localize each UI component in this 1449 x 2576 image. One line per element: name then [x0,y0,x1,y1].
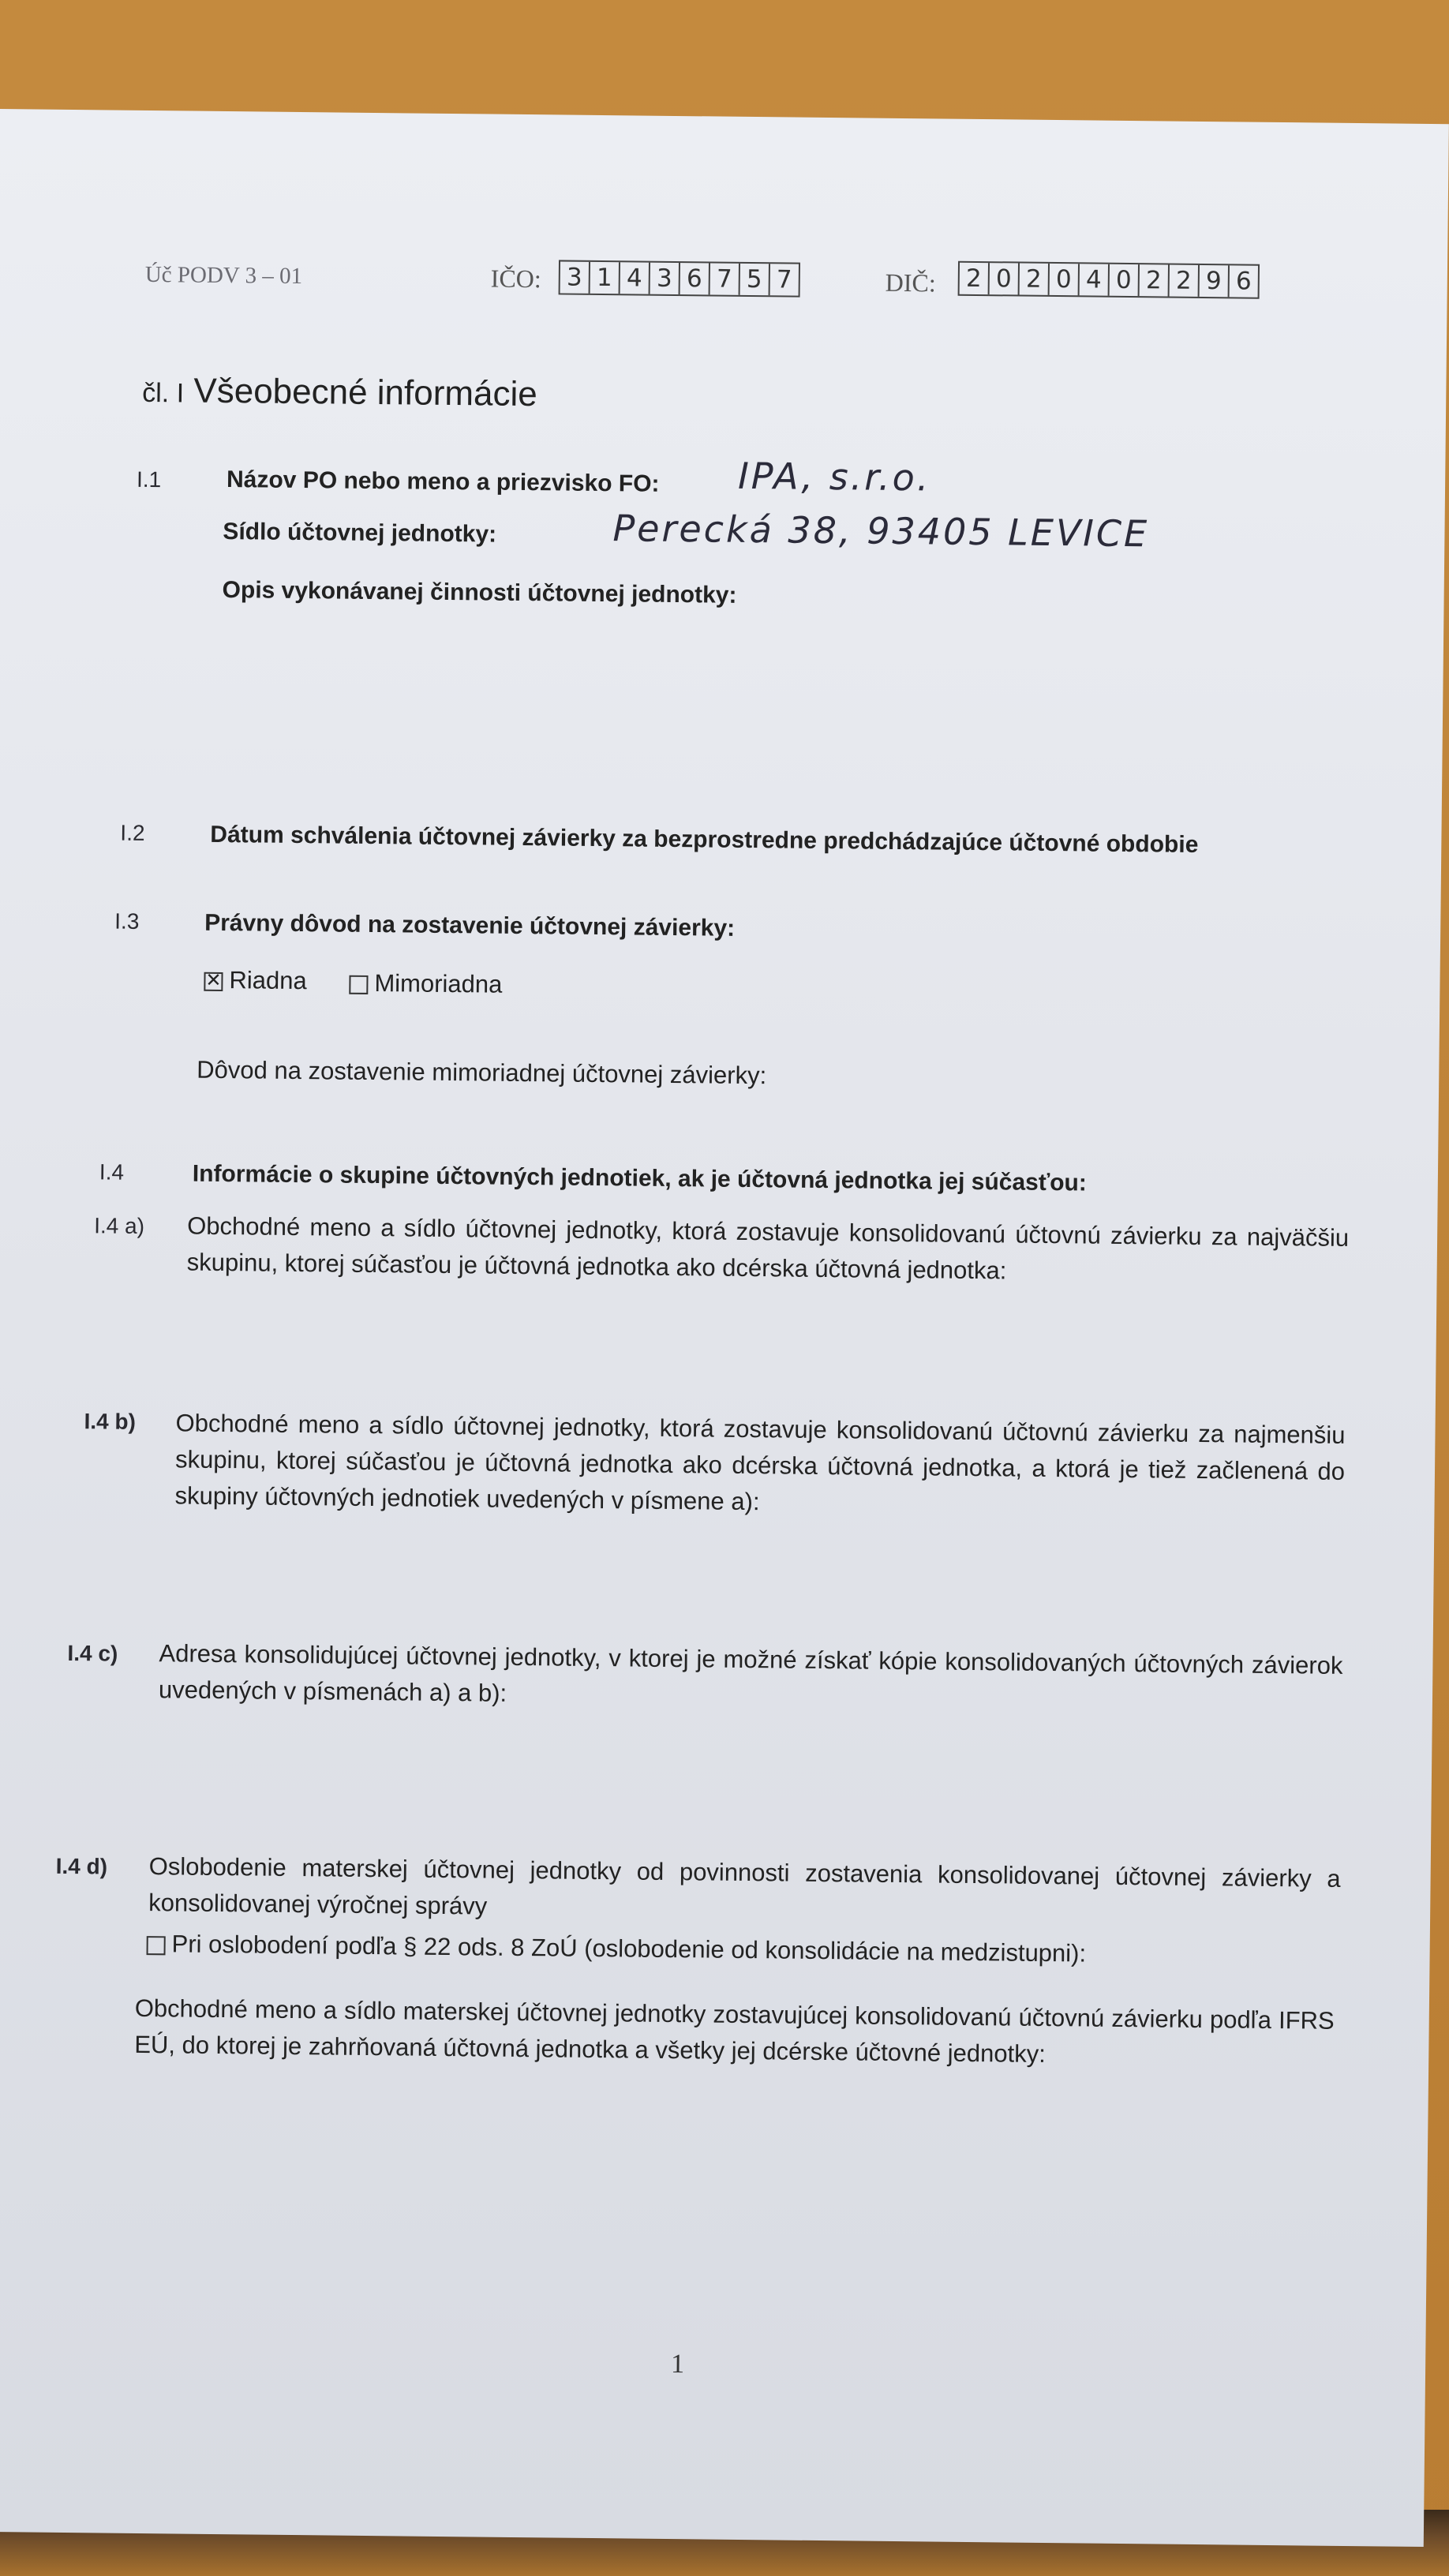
dic-label: DIČ: [885,268,936,298]
ico-digit: 6 [680,263,710,294]
dic-digit: 2 [960,263,990,294]
i4c-text: Adresa konsolidujúcej účtovnej jednotky, v ktorej je možné získať kópie konsolidovaných účtovných závierok uvedených v písmenách a) a b): [158,1639,1343,1707]
i4d-text: Oslobodenie materskej účtovnej jednotky od povinnosti zostavenia konsolidovanej účtovnej závierky a konsolidovanej výročnej správy [148,1852,1341,1920]
seat-label: Sídlo účtovnej jednotky: [223,518,497,548]
i4b-text: Obchodné meno a sídlo účtovnej jednotky, ktorá zostavuje konsolidovanú účtovnú závierku za najmenšiu skupinu, ktorej súčasťou je účtovná jednotka ako dcérska účtovná jednotka, a ktorá je tiež začlenená do skupiny účtovných jednotiek uvedených v písmene a): [174,1409,1346,1516]
ico-digit: 3 [650,263,680,294]
ico-digit: 5 [740,264,770,295]
ico-digit: 4 [620,262,650,294]
mimoriadna-checkbox[interactable] [349,975,368,994]
item-number-i4d: I.4 d) [55,1853,108,1879]
group-info-label: Informácie o skupine účtovných jednotiek, ak je účtovná jednotka jej súčasťou: [192,1160,1087,1196]
dic-digit: 2 [1020,264,1050,295]
exemption-label: Pri oslobodení podľa § 22 ods. 8 ZoÚ (oslobodenie od konsolidácie na medzistupni): [171,1930,1087,1968]
dic-digit: 2 [1170,265,1200,297]
option-mimoriadna[interactable] [349,965,502,1003]
item-number-i1: I.1 [136,466,162,492]
item-number-i3: I.3 [114,908,140,934]
legal-reason-label: Právny dôvod na zostavenie účtovnej závierky: [204,909,736,942]
i4a-text: Obchodné meno a sídlo účtovnej jednotky, ktorá zostavuje konsolidovanú účtovnú závierku za najväčšiu skupinu, ktorej súčasťou je účtovná jednotka ako dcérska účtovná jednotka: [186,1211,1350,1285]
ico-digit: 3 [560,261,590,293]
exemption-checkbox[interactable] [147,1936,166,1955]
item-number-i2: I.2 [120,820,145,845]
name-value: IPA, s.r.o. [737,454,931,500]
ico-digit: 7 [776,265,792,294]
item-number-i4: I.4 [99,1159,125,1185]
section-prefix: čl. I [142,377,185,409]
activity-label: Opis vykonávanej činnosti účtovnej jednotky: [222,576,737,608]
form-page [0,109,1449,2547]
dic-digit: 2 [1140,264,1170,296]
option-riadna[interactable] [204,962,307,999]
dic-digit: 9 [1200,265,1230,297]
ico-boxes [559,260,800,297]
exemption-option[interactable] [146,1926,1086,1971]
dic-digit: 0 [990,263,1020,294]
name-label: Názov PO nebo meno a priezvisko FO: [226,466,660,497]
approval-date-label: Dátum schválenia účtovnej závierky za bezprostredne predchádzajúce účtovné obdobie [210,821,1199,858]
section-title [142,371,537,414]
form-code: Úč PODV 3 – 01 [144,261,303,290]
ico-label: IČO: [490,264,541,294]
mimoriadna-label: Mimoriadna [374,969,503,998]
section-name: Všeobecné informácie [193,371,538,414]
dic-digit: 6 [1235,267,1252,296]
dic-digit: 0 [1050,264,1080,295]
seat-value: Perecká 38, 93405 LEVICE [612,507,1150,556]
dic-digit: 4 [1080,264,1110,295]
dic-boxes [958,261,1260,299]
item-number-i4b: I.4 b) [84,1409,137,1434]
extraordinary-reason-label: Dôvod na zostavenie mimoriadnej účtovnej závierky: [197,1055,767,1090]
item-number-i4a: I.4 a) [94,1213,145,1238]
ico-digit: 1 [590,262,620,294]
page-number: 1 [670,2349,685,2379]
riadna-label: Riadna [229,966,307,995]
item-number-i4c: I.4 c) [67,1641,118,1666]
i4d-parent-text: Obchodné meno a sídlo materskej účtovnej jednotky zostavujúcej konsolidovanú účtovnú závierku podľa IFRS EÚ, do ktorej je zahrňovaná účtovná jednotka a všetky jej dcérske účtovné jednotky: [134,1994,1335,2069]
dic-digit: 0 [1110,264,1140,296]
ico-digit: 7 [710,263,740,294]
riadna-checkbox[interactable]: ✕ [205,969,222,991]
